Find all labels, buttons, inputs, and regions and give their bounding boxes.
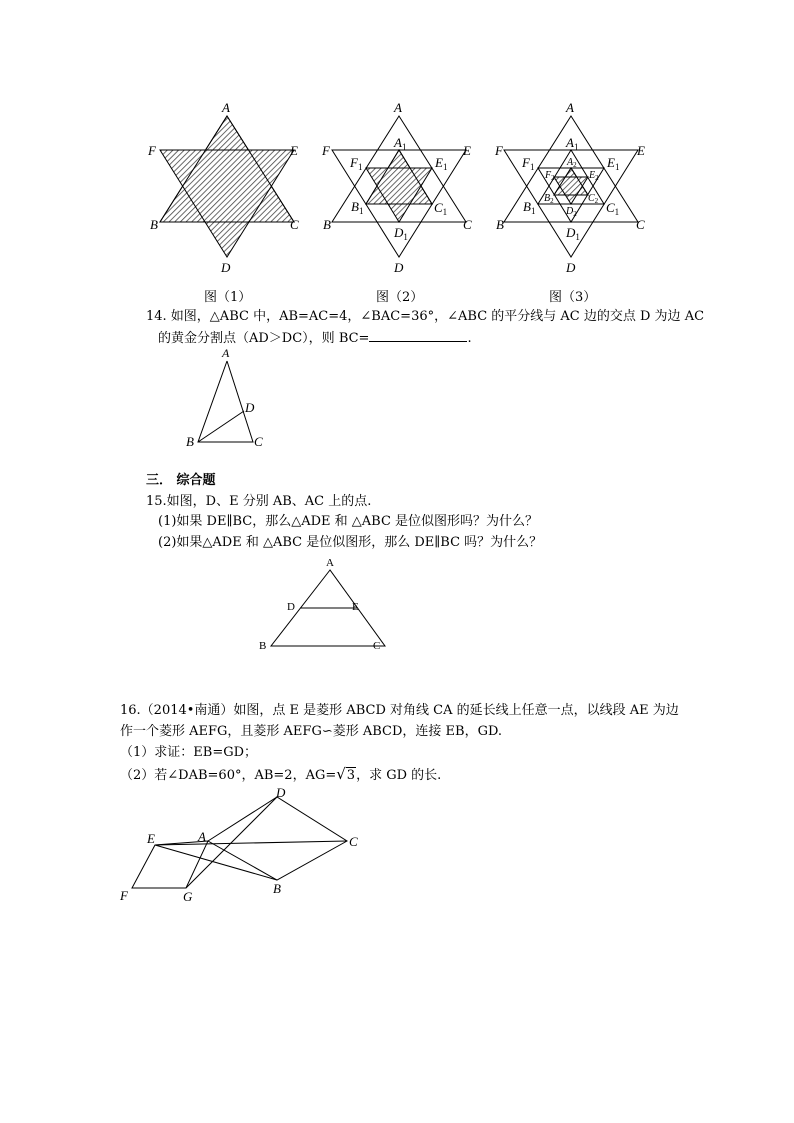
q15-figure <box>250 552 390 652</box>
fig3-label-F2: $F_2$ <box>545 170 555 182</box>
fig3-label-C1: $C_1$ <box>606 200 620 217</box>
fig2-label-F: F <box>322 143 330 158</box>
q14-answer-blank[interactable] <box>369 329 467 342</box>
q16-figure <box>110 780 370 906</box>
fig3-label-D1: $D_1$ <box>566 225 580 242</box>
fig3-label-E2: $E_2$ <box>589 170 599 182</box>
q16-line4-end: ，求 GD 的长. <box>356 768 442 783</box>
fig2-label-B1: $B_1$ <box>351 199 364 216</box>
fig2-label-A: A <box>394 100 402 115</box>
q14-label-A: A <box>222 346 230 360</box>
fig2-label-B: B <box>323 217 331 232</box>
q15-label-D: D <box>287 601 295 613</box>
q14-label-C: C <box>254 434 263 449</box>
fig1-label-E: E <box>290 143 298 158</box>
fig2-label-E: E <box>463 143 471 158</box>
fig3-label-D: D <box>566 260 576 275</box>
fig3-label-C: C <box>636 217 645 232</box>
fig2-label-E1: $E_1$ <box>435 155 448 172</box>
q16-label-D: D <box>276 785 286 800</box>
q14-label-D: D <box>245 400 255 415</box>
sqrt-radicand: 3 <box>346 768 356 783</box>
fig1-label-B: B <box>150 217 158 232</box>
section-3-title: 三． 综合题 <box>146 473 216 488</box>
q15-line3: (2)如果△ADE 和 △ABC 是位似图形，那么 DE∥BC 吗？为什么？ <box>158 535 543 550</box>
q15-line2: (1)如果 DE∥BC，那么△ADE 和 △ABC 是位似图形吗？为什么？ <box>158 514 539 529</box>
figures-top <box>0 95 794 305</box>
q15-label-B: B <box>259 640 267 652</box>
q14-line1: 14. 如图，△ABC 中，AB=AC=4，∠BAC=36°，∠ABC 的平分线与 AC 边的交点 D 为边 AC <box>146 309 705 324</box>
fig3-label-F: F <box>495 143 503 158</box>
fig3-label-E: E <box>637 143 645 158</box>
fig1-label-C: C <box>290 217 299 232</box>
fig2-label-F1: $F_1$ <box>350 155 363 172</box>
fig3-label-C2: $C_2$ <box>588 193 599 205</box>
q16-line3: （1）求证：EB=GD； <box>120 745 258 760</box>
fig3-label-A: A <box>566 100 574 115</box>
q14-label-B: B <box>186 434 194 449</box>
fig3-label-E1: $E_1$ <box>607 155 620 172</box>
q16-line2: 作一个菱形 AEFG，且菱形 AEFG∽菱形 ABCD，连接 EB，GD. <box>120 724 503 739</box>
fig3-caption: 图（3） <box>549 290 597 305</box>
q16-label-A: A <box>198 829 206 844</box>
q16-label-C: C <box>349 834 358 849</box>
fig2-label-C1: $C_1$ <box>434 200 448 217</box>
q14-line2-text: 的黄金分割点（AD＞DC），则 BC= <box>158 331 370 346</box>
q16-label-E: E <box>147 831 155 846</box>
fig1-label-F: F <box>148 143 156 158</box>
q15-label-C: C <box>373 640 381 652</box>
fig3-label-B2: $B_2$ <box>544 193 554 205</box>
fig1-caption: 图（1） <box>204 290 252 305</box>
q15-line1: 15.如图，D、E 分别 AB、AC 上的点. <box>146 494 372 509</box>
fig3-label-D2: $D_2$ <box>566 206 577 218</box>
q15-label-E: E <box>352 601 359 613</box>
q16-label-G: G <box>183 889 193 904</box>
q16-label-F: F <box>120 888 128 903</box>
fig2-label-C: C <box>463 217 472 232</box>
fig1-label-A: A <box>222 100 230 115</box>
sqrt-symbol: √ <box>336 765 346 783</box>
fig2-label-A1: $A_1$ <box>394 135 407 152</box>
q14-line2-end: . <box>467 331 472 346</box>
q15-label-A: A <box>326 557 334 569</box>
fig2-label-D1: $D_1$ <box>394 225 408 242</box>
fig3-label-B1: $B_1$ <box>523 199 536 216</box>
fig1-label-D: D <box>221 260 231 275</box>
fig3-label-A2: $A_2$ <box>567 157 577 169</box>
q16-line1: 16.（2014•南通）如图，点 E 是菱形 ABCD 对角线 CA 的延长线上任意一点，以线段 AE 为边 <box>120 703 679 718</box>
fig3-label-B: B <box>496 217 504 232</box>
q16-line4-text: （2）若∠DAB=60°，AB=2，AG= <box>120 768 337 783</box>
fig3-label-A1: $A_1$ <box>566 135 579 152</box>
q14-figure <box>180 344 280 450</box>
figure-1-hexagram <box>160 116 294 257</box>
fig2-caption: 图（2） <box>376 290 424 305</box>
fig3-label-F1: $F_1$ <box>522 155 535 172</box>
q16-label-B: B <box>273 881 281 896</box>
fig2-label-D: D <box>394 260 404 275</box>
